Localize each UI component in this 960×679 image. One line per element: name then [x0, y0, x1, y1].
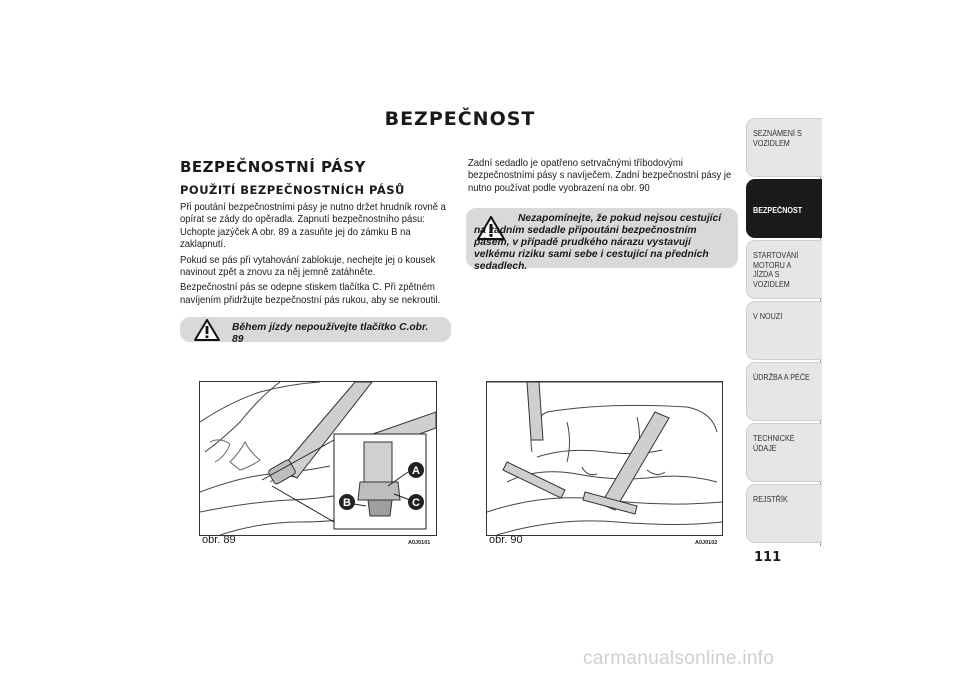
section-heading: BEZPEČNOSTNÍ PÁSY: [180, 158, 366, 176]
warning-text: Nezapomínejte, že pokud nejsou cestující na zadním sedadle připoutáni bezpečnostním pásem, v případě prudkého nárazu vystavují velkému riziku sami sebe i cestující na předních sedadlech.: [474, 213, 722, 272]
tab-label: BEZPEČNOST: [753, 206, 803, 215]
tab-startovani-motoru[interactable]: [746, 240, 822, 299]
warning-text: Během jízdy nepoužívejte tlačítko C.obr. 89: [232, 322, 429, 345]
page-title: BEZPEČNOST: [384, 108, 536, 130]
paragraph: Při poutání bezpečnostními pásy je nutno držet hrudník rovně a opírat se zády do opěradla. Zapnutí bezpečnostního pásu: Uchopte jazýček A obr. 89 a zasuňte jej do zámku B na zaklapnutí.: [180, 202, 446, 251]
figure-caption: obr. 90: [489, 534, 523, 546]
tab-label: V NOUZI: [753, 312, 783, 321]
tab-v-nouzi[interactable]: [746, 301, 822, 360]
svg-text:B: B: [343, 497, 351, 509]
tab-label: TECHNICKÉ ÚDAJE: [753, 434, 795, 453]
warning-triangle-icon: [194, 319, 220, 346]
left-column: [180, 158, 460, 307]
figure-seatbelt-buckle: [199, 381, 437, 536]
paragraph: Bezpečnostní pás se odepne stiskem tlačítka C. Při zpětném navíjením přidržujte bezpečnostní pás rukou, aby se nekroutil.: [180, 282, 441, 306]
right-column: [468, 158, 740, 195]
figure-code: A0J0102: [695, 540, 718, 546]
figure-label-b: [339, 494, 355, 510]
rear-seat-illustration: [487, 382, 722, 535]
section-subheading: POUŽITÍ BEZPEČNOSTNÍCH PÁSŮ: [180, 183, 405, 197]
seatbelt-buckle-illustration: [200, 382, 436, 535]
page-number: 111: [754, 550, 782, 565]
figure-caption: obr. 89: [202, 534, 236, 546]
svg-text:A: A: [412, 465, 420, 477]
figure-label-c: [408, 494, 424, 510]
watermark: carmanualsonline.info: [583, 648, 775, 669]
paragraph: Zadní sedadlo je opatřeno setrvačnými tříbodovými bezpečnostními pásy s navíječem. Zadní bezpečnostní pásy je nutno používat podle vyobrazení na obr. 90: [468, 158, 732, 194]
tab-label: SEZNÁMENÍ S VOZIDLEM: [753, 129, 802, 148]
tab-label: ÚDRŽBA A PÉČE: [753, 373, 810, 382]
svg-text:C: C: [412, 497, 420, 509]
tab-technicke-udaje[interactable]: [746, 423, 822, 482]
tab-label: STARTOVÁNÍ MOTORU A JÍZDA S VOZIDLEM: [753, 251, 799, 289]
figure-rear-seat-belts: [486, 381, 723, 536]
tab-bezpecnost[interactable]: [746, 179, 822, 238]
warning-box: [466, 208, 738, 272]
tab-rejstrik[interactable]: [746, 484, 822, 543]
figure-label-a: [408, 462, 424, 478]
tab-seznameni-s-vozidlem[interactable]: [746, 118, 822, 177]
paragraph: Pokud se pás při vytahování zablokuje, nechejte jej o kousek navinout zpět a znovu za něj jemně zatáhněte.: [180, 254, 436, 279]
warning-box: [180, 317, 451, 345]
tab-label: REJSTŘÍK: [753, 495, 788, 504]
tab-udrzba-a-pece[interactable]: [746, 362, 822, 421]
figure-code: A0J0101: [408, 540, 431, 546]
